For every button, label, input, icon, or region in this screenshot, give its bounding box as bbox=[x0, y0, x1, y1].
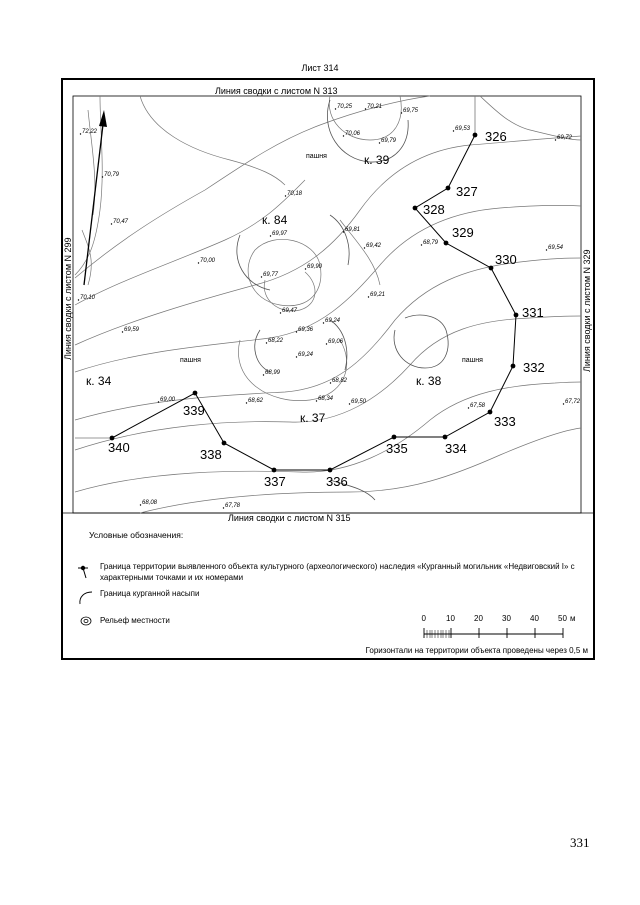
elevation-mark: 69,54 bbox=[548, 245, 564, 251]
contour-interval-note: Горизонтали на территории объекта проведены через 0,5 м bbox=[365, 646, 588, 655]
edge-label-top: Линия сводки с листом N 313 bbox=[215, 86, 338, 96]
elevation-mark: 68,82 bbox=[332, 378, 348, 384]
boundary-point-label: 331 bbox=[522, 305, 544, 320]
elevation-mark: 70,47 bbox=[113, 219, 129, 225]
scale-tick-label: 0 bbox=[421, 614, 426, 623]
elevation-mark: 70,06 bbox=[345, 131, 361, 137]
elevation-mark: 69,00 bbox=[160, 397, 176, 403]
elevation-mark: 69,06 bbox=[328, 339, 344, 345]
boundary-point-label: 335 bbox=[386, 441, 408, 456]
elevation-mark: 69,59 bbox=[124, 327, 140, 333]
elevation-mark: 67,72 bbox=[565, 399, 581, 405]
elevation-mark: 70,10 bbox=[80, 295, 96, 301]
boundary-point-label: 337 bbox=[264, 474, 286, 489]
elevation-mark: 68,99 bbox=[265, 370, 281, 376]
elevation-mark: 69,21 bbox=[370, 292, 386, 298]
elevation-mark: 70,00 bbox=[200, 258, 216, 264]
elevation-mark: 68,62 bbox=[248, 398, 264, 404]
elevation-mark: 70,79 bbox=[104, 172, 120, 178]
elevation-mark: 70,18 bbox=[287, 191, 303, 197]
elevation-mark: 69,24 bbox=[325, 318, 341, 324]
elevation-mark: 68,79 bbox=[423, 240, 439, 246]
boundary-point-label: 330 bbox=[495, 252, 517, 267]
elevation-mark: 69,24 bbox=[298, 352, 314, 358]
sheet-title: Лист 314 bbox=[301, 63, 339, 73]
scale-tick-label: 50 bbox=[558, 614, 567, 623]
elevation-mark: 69,97 bbox=[272, 231, 288, 237]
elevation-mark: 69,72 bbox=[557, 135, 573, 141]
scale-unit: м bbox=[570, 614, 576, 623]
scale-tick-label: 20 bbox=[474, 614, 483, 623]
edge-label-left: Линия сводки с листом N 299 bbox=[63, 237, 73, 360]
boundary-point-label: 332 bbox=[523, 360, 545, 375]
elevation-mark: 69,77 bbox=[263, 272, 279, 278]
boundary-point-label: 334 bbox=[445, 441, 467, 456]
elevation-mark: 68,08 bbox=[142, 500, 158, 506]
elevation-mark: 67,78 bbox=[225, 503, 241, 509]
quarter-label-k38: к. 38 bbox=[416, 374, 442, 388]
legend-item-text: Граница курганной насыпи bbox=[100, 589, 200, 598]
elevation-mark: 69,50 bbox=[351, 399, 367, 405]
elevation-mark: 68,22 bbox=[268, 338, 284, 344]
scale-tick-label: 30 bbox=[502, 614, 511, 623]
elevation-mark: 69,81 bbox=[345, 227, 361, 233]
elevation-mark: 67,58 bbox=[470, 403, 486, 409]
boundary-point-label: 338 bbox=[200, 447, 222, 462]
boundary-point-label: 328 bbox=[423, 202, 445, 217]
legend-item-text: Рельеф местности bbox=[100, 616, 170, 625]
legend-item-text: Граница территории выявленного объекта культурного (археологического) наследия «Курганный могильник «Недвиговский I» с характерными точками и их номерами bbox=[100, 562, 575, 582]
elevation-mark: 69,75 bbox=[403, 108, 419, 114]
elevation-mark: 70,25 bbox=[337, 104, 353, 110]
quarter-label-k37: к. 37 bbox=[300, 411, 326, 425]
quarter-label-k84: к. 84 bbox=[262, 213, 288, 227]
legend-title: Условные обозначения: bbox=[89, 530, 184, 540]
quarter-label-k34: к. 34 bbox=[86, 374, 112, 388]
elevation-mark: 69,90 bbox=[307, 264, 323, 270]
boundary-point-label: 340 bbox=[108, 440, 130, 455]
elevation-mark: 69,79 bbox=[381, 138, 397, 144]
elevation-mark: 68,34 bbox=[318, 396, 334, 402]
land-use-label: пашня bbox=[306, 153, 327, 160]
elevation-mark: 69,42 bbox=[366, 243, 382, 249]
land-use-label: пашня bbox=[462, 357, 483, 364]
boundary-point-label: 326 bbox=[485, 129, 507, 144]
elevation-mark: 69,36 bbox=[298, 327, 314, 333]
boundary-point-label: 333 bbox=[494, 414, 516, 429]
boundary-point-label: 327 bbox=[456, 184, 478, 199]
elevation-mark: 72,22 bbox=[82, 129, 98, 135]
elevation-mark: 69,47 bbox=[282, 308, 298, 314]
boundary-point-label: 336 bbox=[326, 474, 348, 489]
quarter-label-k39: к. 39 bbox=[364, 153, 390, 167]
elevation-mark: 69,53 bbox=[455, 126, 471, 132]
elevation-mark: 70,21 bbox=[367, 104, 383, 110]
land-use-label: пашня bbox=[180, 357, 201, 364]
scale-tick-label: 40 bbox=[530, 614, 539, 623]
page-number: 331 bbox=[570, 835, 590, 850]
scale-tick-label: 10 bbox=[446, 614, 455, 623]
edge-label-bottom: Линия сводки с листом N 315 bbox=[228, 513, 351, 523]
edge-label-right: Линия сводки с листом N 329 bbox=[582, 249, 592, 372]
boundary-point-label: 339 bbox=[183, 403, 205, 418]
boundary-point-label: 329 bbox=[452, 225, 474, 240]
